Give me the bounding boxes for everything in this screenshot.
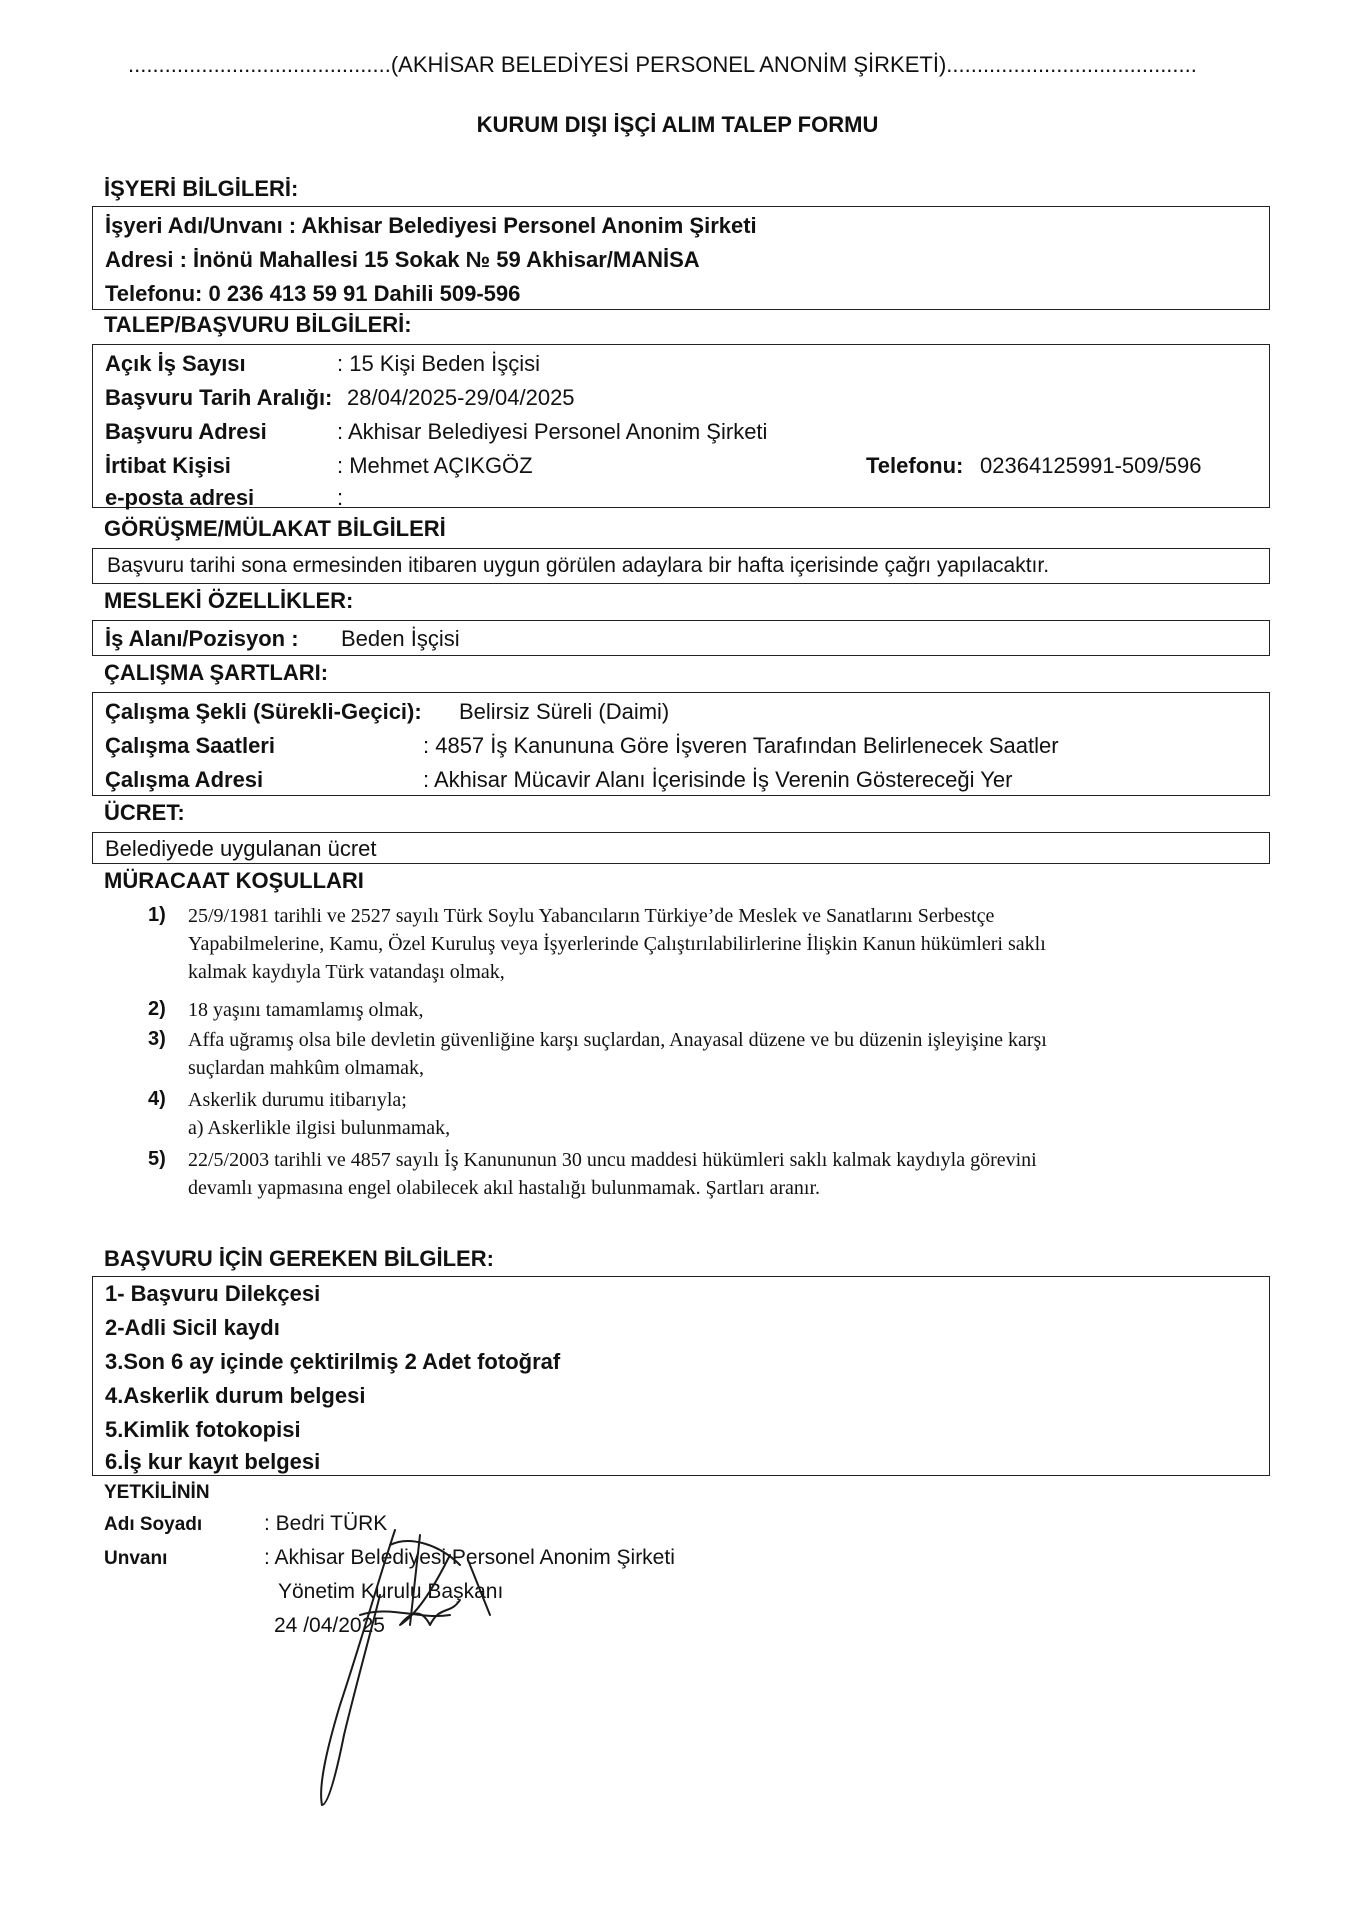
workplace-address: Adresi : İnönü Mahallesi 15 Sokak № 59 Akhisar/MANİSA (105, 247, 700, 272)
workplace-name: İşyeri Adı/Unvanı : Akhisar Belediyesi Personel Anonim Şirketi (105, 213, 757, 238)
documents-box (92, 1276, 1270, 1476)
profession-heading: MESLEKİ ÖZELLİKLER: (104, 588, 354, 613)
authorized-date: 24 /04/2025 (274, 1614, 385, 1637)
requirement-line: devamlı yapmasına engel olabilecek akıl hastalığı bulunmamak. Şartları aranır. (188, 1177, 821, 1199)
work-address-label: Çalışma Adresi (105, 767, 264, 792)
authorized-title-value: : Akhisar Belediyesi Personel Anonim Şirketi (264, 1546, 675, 1569)
requirement-number: 4) (148, 1088, 166, 1110)
application-box (92, 344, 1270, 508)
requirement-line: Askerlik durumu itibarıyla; (188, 1089, 407, 1111)
requirement-line: 18 yaşını tamamlamış olmak, (188, 999, 424, 1021)
application-address-label: Başvuru Adresi (105, 419, 267, 444)
position-value: Beden İşçisi (341, 626, 460, 651)
wage-heading: ÜCRET: (104, 800, 185, 825)
contact-value: : Mehmet AÇIKGÖZ (337, 453, 533, 478)
requirement-item (188, 996, 1268, 1024)
contact-phone-label: Telefonu: (866, 453, 964, 478)
requirement-number: 5) (148, 1148, 166, 1170)
authorized-title-value-2: Yönetim Kurulu Başkanı (278, 1580, 504, 1603)
work-type-value: Belirsiz Süreli (Daimi) (459, 699, 670, 724)
company-header-line: ...........................................(AKHİSAR BELEDİYESİ PERSONEL ANONİM ŞİRKETİ)......................................... (128, 52, 1197, 77)
requirement-line: a) Askerlikle ilgisi bulunmamak, (188, 1117, 451, 1139)
document-item: 2-Adli Sicil kaydı (105, 1315, 280, 1340)
wage-text: Belediyede uygulanan ücret (105, 836, 377, 861)
form-title: KURUM DIŞI İŞÇİ ALIM TALEP FORMU (476, 112, 879, 137)
requirement-number: 1) (148, 904, 166, 926)
interview-box (92, 548, 1270, 584)
requirements-heading: MÜRACAAT KOŞULLARI (104, 868, 364, 893)
profession-box (92, 620, 1270, 656)
requirement-line: 22/5/2003 tarihli ve 4857 sayılı İş Kanununun 30 uncu maddesi hükümleri saklı kalmak kaydıyla görevini (188, 1149, 1037, 1171)
work-address-value: : Akhisar Mücavir Alanı İçerisinde İş Verenin Göstereceği Yer (423, 767, 1013, 792)
interview-text: Başvuru tarihi sona ermesinden itibaren uygun görülen adaylara bir hafta içerisinde çağrı yapılacaktır. (107, 554, 1050, 577)
requirement-number: 2) (148, 998, 166, 1020)
requirement-item (188, 902, 1268, 986)
document-item: 4.Askerlik durum belgesi (105, 1383, 366, 1408)
requirement-line: Yapabilmelerine, Kamu, Özel Kuruluş veya İşyerlerinde Çalıştırılabilirlerine İlişkin Kanun hükümleri saklı (188, 933, 1046, 955)
document-item: 6.İş kur kayıt belgesi (105, 1449, 321, 1474)
email-value: : (337, 485, 344, 510)
requirement-line: Affa uğramış olsa bile devletin güvenliğine karşı suçlardan, Anayasal düzene ve bu düzenin işleyişine karşı (188, 1029, 1047, 1051)
conditions-heading: ÇALIŞMA ŞARTLARI: (104, 660, 329, 685)
requirement-line: kalmak kaydıyla Türk vatandaşı olmak, (188, 961, 505, 983)
workplace-phone: Telefonu: 0 236 413 59 91 Dahili 509-596 (105, 281, 521, 306)
document-item: 3.Son 6 ay içinde çektirilmiş 2 Adet fotoğraf (105, 1349, 561, 1374)
conditions-box (92, 692, 1270, 796)
open-jobs-label: Açık İş Sayısı (105, 351, 246, 376)
application-address-value: : Akhisar Belediyesi Personel Anonim Şirketi (337, 419, 768, 444)
requirement-number: 3) (148, 1028, 166, 1050)
workplace-heading: İŞYERİ BİLGİLERİ: (104, 176, 299, 201)
interview-heading: GÖRÜŞME/MÜLAKAT BİLGİLERİ (104, 516, 446, 541)
documents-heading: BAŞVURU İÇİN GEREKEN BİLGİLER: (104, 1246, 494, 1271)
wage-box (92, 832, 1270, 864)
work-type-label: Çalışma Şekli (Sürekli-Geçici): (105, 699, 422, 724)
date-range-value: 28/04/2025-29/04/2025 (347, 385, 575, 410)
authorized-title-label: Unvanı (104, 1548, 168, 1569)
document-item: 1- Başvuru Dilekçesi (105, 1281, 321, 1306)
requirement-line: suçlardan mahkûm olmamak, (188, 1057, 425, 1079)
email-label: e-posta adresi (105, 485, 255, 510)
authorized-name-value: : Bedri TÜRK (264, 1512, 388, 1535)
requirement-item (188, 1026, 1268, 1082)
requirement-item (188, 1086, 1268, 1142)
contact-label: İrtibat Kişisi (105, 453, 231, 478)
open-jobs-value: : 15 Kişi Beden İşçisi (337, 351, 540, 376)
requirement-item (188, 1146, 1268, 1202)
authorized-name-label: Adı Soyadı (104, 1514, 203, 1535)
document-item: 5.Kimlik fotokopisi (105, 1417, 301, 1442)
handwritten-signature (300, 1505, 500, 1815)
workplace-box (92, 206, 1270, 310)
contact-phone-value: 02364125991-509/596 (980, 453, 1202, 478)
work-hours-value: : 4857 İş Kanununa Göre İşveren Tarafından Belirlenecek Saatler (423, 733, 1059, 758)
work-hours-label: Çalışma Saatleri (105, 733, 275, 758)
requirement-line: 25/9/1981 tarihli ve 2527 sayılı Türk Soylu Yabancıların Türkiye’de Meslek ve Sanatlarını Serbestçe (188, 905, 995, 927)
application-heading: TALEP/BAŞVURU BİLGİLERİ: (104, 312, 412, 337)
date-range-label: Başvuru Tarih Aralığı: (105, 385, 333, 410)
authorized-heading: YETKİLİNİN (104, 1482, 210, 1503)
position-label: İş Alanı/Pozisyon : (105, 626, 299, 651)
